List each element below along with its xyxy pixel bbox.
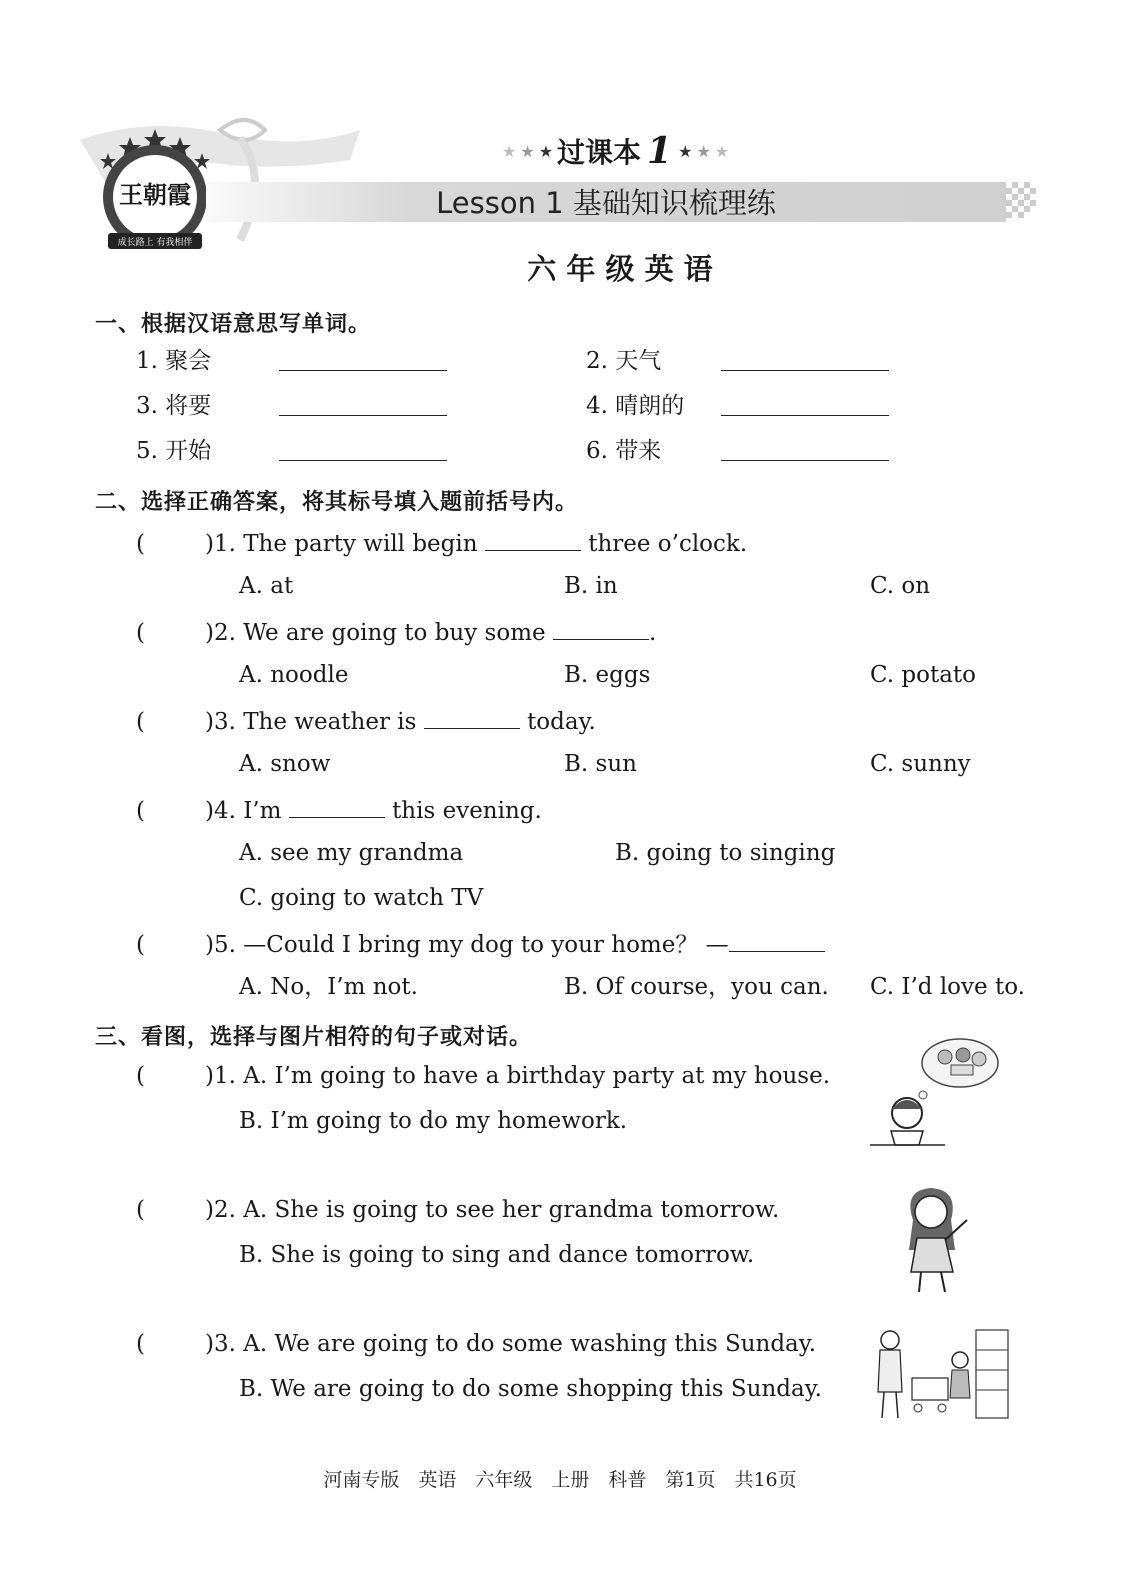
answer-blank[interactable] — [485, 530, 581, 551]
s1-item-4: 4. 晴朗的 — [586, 393, 685, 419]
s2-q1-option-c[interactable]: C. on — [870, 573, 931, 599]
s3-question-2: ( )2. A. She is going to see her grandma tomorrow. — [136, 1197, 780, 1223]
series-line — [502, 130, 730, 172]
s2-q5-option-b[interactable]: B. Of course，you can. — [564, 974, 829, 1000]
s2-q3-option-c[interactable]: C. sunny — [870, 751, 971, 777]
series-label: 过课本 — [557, 136, 642, 169]
lesson-title: Lesson 1 基础知识梳理练 — [436, 186, 776, 220]
answer-line[interactable] — [721, 415, 889, 416]
logo-name: 王朝霞 — [119, 180, 191, 209]
s2-q1-option-b[interactable]: B. in — [564, 573, 618, 599]
logo-ribbon-text: 成长路上 有我相伴 — [117, 238, 193, 248]
s1-item-1: 1. 聚会 — [136, 348, 212, 374]
s1-item-2: 2. 天气 — [586, 348, 662, 374]
girl-singing-image — [893, 1180, 978, 1298]
star-icon: ★ — [678, 141, 693, 161]
subject-title: 六 年 级 英 语 — [527, 252, 713, 286]
answer-paren[interactable]: ( — [136, 798, 145, 824]
s2-question-4: ( )4. I’m this evening. — [136, 798, 542, 824]
s2-question-3: ( )3. The weather is today. — [136, 709, 596, 735]
s2-question-2: ( )2. We are going to buy some . — [136, 620, 657, 646]
s3-q3-option-b[interactable]: B. We are going to do some shopping this Sunday. — [239, 1376, 822, 1402]
s1-item-5: 5. 开始 — [136, 438, 212, 464]
answer-line[interactable] — [279, 370, 447, 371]
header — [0, 0, 1139, 300]
s3-q1-option-b[interactable]: B. I’m going to do my homework. — [239, 1108, 628, 1134]
s2-question-5: ( )5. —Could I bring my dog to your home？ — — [136, 931, 825, 957]
answer-blank[interactable] — [289, 797, 385, 818]
answer-paren[interactable]: ( — [136, 932, 145, 958]
answer-line[interactable] — [721, 370, 889, 371]
section2-title: 二、选择正确答案，将其标号填入题前括号内。 — [95, 490, 579, 515]
section1-title: 一、根据汉语意思写单词。 — [95, 312, 372, 337]
s2-question-1: ( )1. The party will begin three o’clock. — [136, 531, 748, 557]
s2-q4-option-c[interactable]: C. going to watch TV — [239, 885, 484, 911]
star-icon: ★ — [502, 141, 517, 161]
s1-item-6: 6. 带来 — [586, 438, 662, 464]
s2-q4-option-b[interactable]: B. going to singing — [615, 840, 836, 866]
answer-line[interactable] — [279, 460, 447, 461]
answer-paren[interactable]: ( — [136, 620, 145, 646]
star-icon: ★ — [714, 141, 730, 161]
answer-blank[interactable] — [553, 619, 649, 640]
answer-paren[interactable]: ( — [136, 1331, 145, 1357]
star-icon: ★ — [538, 141, 554, 161]
footer: 河南专版 英语 六年级 上册 科普 第1页 共16页 — [323, 1469, 797, 1491]
s3-q2-option-b[interactable]: B. She is going to sing and dance tomorrow. — [239, 1242, 755, 1268]
s2-q2-option-c[interactable]: C. potato — [870, 662, 977, 688]
s2-q5-option-a[interactable]: A. No，I’m not. — [239, 974, 418, 1000]
answer-line[interactable] — [279, 415, 447, 416]
star-icon: ★ — [696, 141, 711, 161]
s3-question-3: ( )3. A. We are going to do some washing this Sunday. — [136, 1331, 817, 1357]
s2-q2-option-a[interactable]: A. noodle — [239, 662, 349, 688]
section3-title: 三、看图，选择与图片相符的句子或对话。 — [95, 1025, 533, 1050]
checker-decoration — [1000, 182, 1040, 222]
s1-item-3: 3. 将要 — [136, 393, 212, 419]
s2-q3-option-a[interactable]: A. snow — [239, 751, 331, 777]
answer-paren[interactable]: ( — [136, 1197, 145, 1223]
answer-paren[interactable]: ( — [136, 531, 145, 557]
s2-q2-option-b[interactable]: B. eggs — [564, 662, 651, 688]
s2-q4-option-a[interactable]: A. see my grandma — [239, 840, 464, 866]
s3-question-1: ( )1. A. I’m going to have a birthday party at my house. — [136, 1063, 831, 1089]
boy-thinking-image — [865, 1035, 1005, 1150]
shopping-image — [866, 1322, 1011, 1424]
s2-q1-option-a[interactable]: A. at — [239, 573, 294, 599]
answer-blank[interactable] — [729, 931, 825, 952]
answer-blank[interactable] — [424, 708, 520, 729]
series-number: 1 — [647, 130, 673, 172]
answer-paren[interactable]: ( — [136, 1063, 145, 1089]
star-icon: ★ — [520, 141, 535, 161]
answer-line[interactable] — [721, 460, 889, 461]
s2-q3-option-b[interactable]: B. sun — [564, 751, 637, 777]
answer-paren[interactable]: ( — [136, 709, 145, 735]
s2-q5-option-c[interactable]: C. I’d love to. — [870, 974, 1025, 1000]
